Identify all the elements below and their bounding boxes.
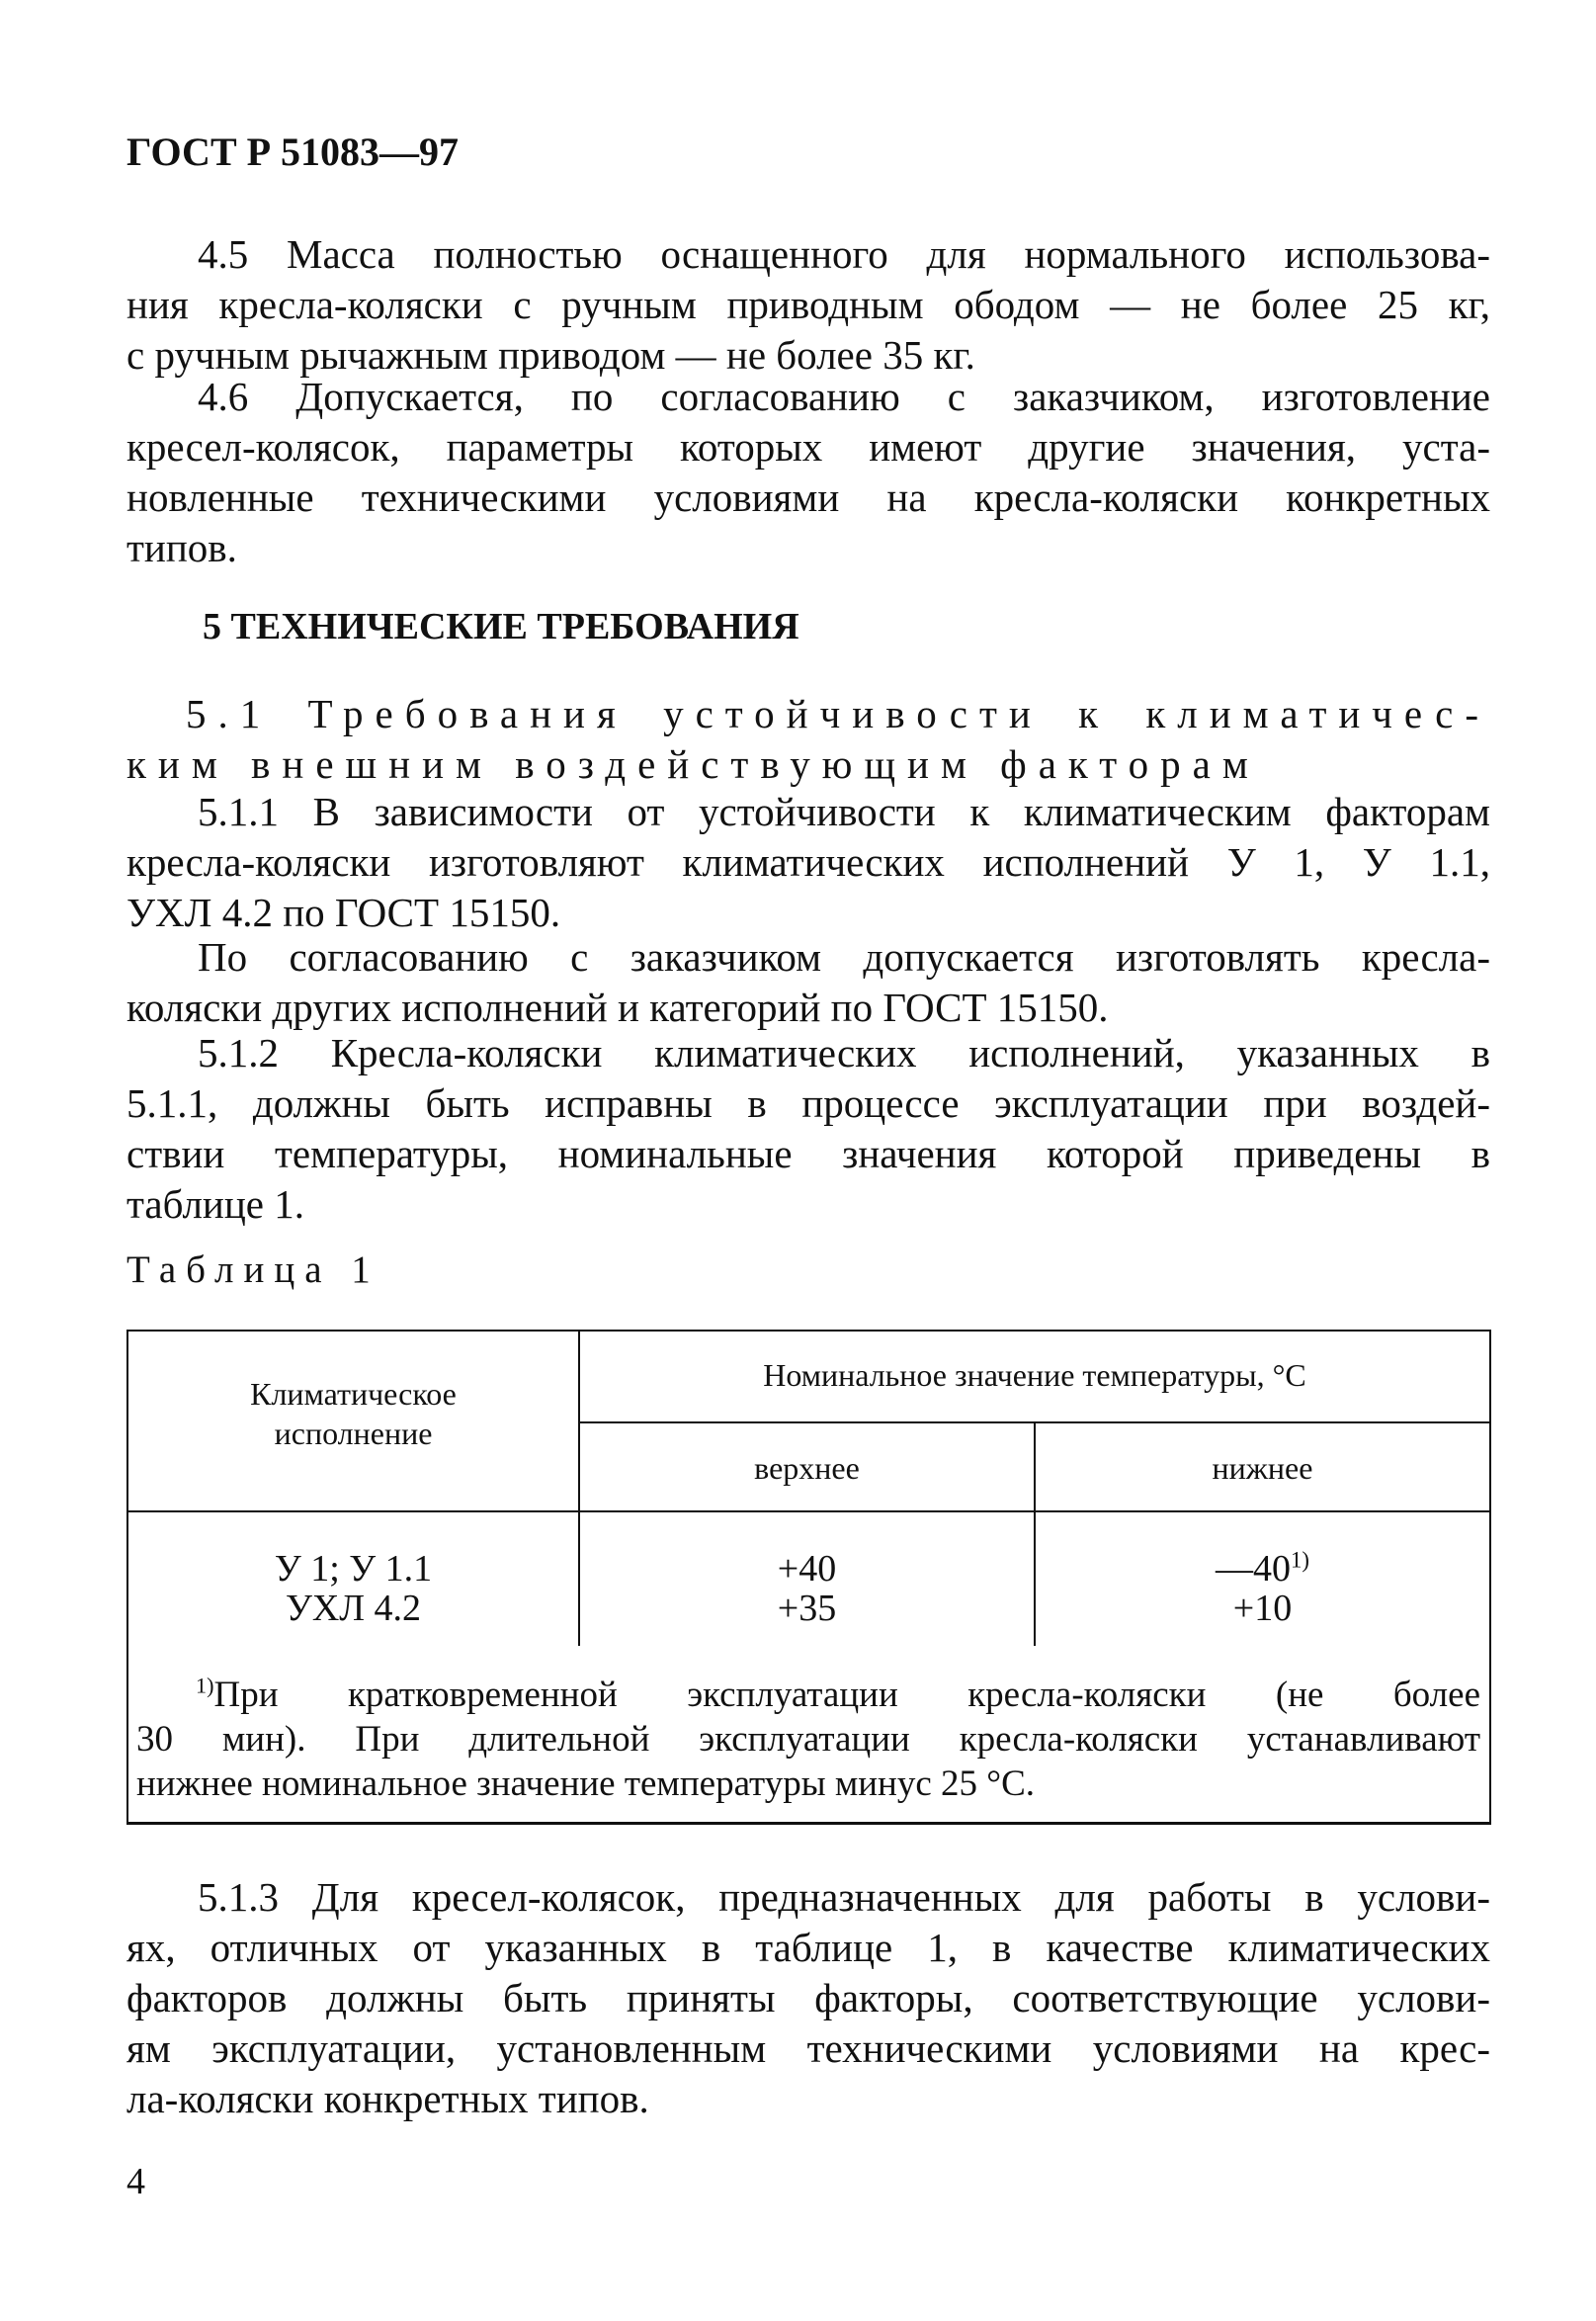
table-cell-upper: +40: [777, 1548, 837, 1590]
table-border-bottom: [126, 1822, 1491, 1825]
paragraph-line: коляски других исполнений и категорий по ГОСТ 15150.: [126, 985, 1109, 1030]
table-subheader-lower: нижнее: [1212, 1450, 1313, 1486]
paragraph-line: 5.1.3 Для кресел-колясок, предназначенных для работы в услови-: [198, 1874, 1490, 1920]
footnote-line: 30 мин). При длительной эксплуатации кресла-коляски устанавливают: [136, 1719, 1480, 1760]
table-border-top: [126, 1330, 1491, 1332]
paragraph-line: 5.1.1, должны быть исправны в процессе эксплуатации при воздей-: [126, 1080, 1490, 1126]
paragraph-line: ствии температуры, номинальные значения которой приведены в: [126, 1131, 1490, 1176]
table-header-bottom: [126, 1510, 1491, 1512]
paragraph-4-5: [126, 229, 1490, 381]
paragraph-line: кресла-коляски изготовляют климатических исполнений У 1, У 1.1,: [126, 839, 1490, 885]
footnote-reference: 1): [1291, 1547, 1309, 1573]
paragraph-5-1-3: [126, 1872, 1490, 2124]
footnote-line: [136, 1673, 1480, 1717]
paragraph-agreement: [126, 932, 1490, 1033]
paragraph-line: типов.: [126, 525, 237, 570]
table-border-right: [1489, 1330, 1491, 1824]
paragraph-line: факторов должны быть приняты факторы, соответствующие услови-: [126, 1975, 1490, 2020]
paragraph-line: новленные техническими условиями на кресла-коляски конкретных: [126, 474, 1490, 520]
table-header-line: Климатическое: [250, 1376, 457, 1412]
paragraph-line: ях, отличных от указанных в таблице 1, в качестве климатических: [126, 1925, 1490, 1970]
table-cell-upper: +35: [777, 1588, 837, 1629]
table-cell-lower-value: —40: [1216, 1548, 1291, 1590]
footnote-text: При кратковременной эксплуатации кресла-коляски (не более: [213, 1675, 1480, 1715]
table-cell-lower: +10: [1232, 1588, 1293, 1629]
table-subheader-upper: верхнее: [754, 1450, 860, 1486]
footnote-marker: 1): [196, 1673, 214, 1698]
paragraph-line: ния кресла-коляски с ручным приводным ободом — не более 25 кг,: [126, 282, 1490, 327]
table-cell-execution: УХЛ 4.2: [285, 1588, 422, 1629]
paragraph-line: По согласованию с заказчиком допускается изготовлять кресла-: [198, 934, 1490, 980]
table-header-execution: [128, 1374, 578, 1453]
document-header: ГОСТ Р 51083—97: [126, 129, 460, 174]
paragraph-5-1: [126, 689, 1490, 790]
paragraph-line: 4.6 Допускается, по согласованию с заказчиком, изготовление: [198, 374, 1490, 419]
paragraph-line: таблице 1.: [126, 1181, 304, 1227]
paragraph-line: УХЛ 4.2 по ГОСТ 15150.: [126, 890, 561, 935]
section-title: 5 ТЕХНИЧЕСКИЕ ТРЕБОВАНИЯ: [203, 606, 799, 647]
paragraph-5-1-1: [126, 787, 1490, 938]
paragraph-line: ла-коляски конкретных типов.: [126, 2076, 649, 2121]
table-cell-lower: [1036, 1549, 1489, 1589]
table-cell-execution: У 1; У 1.1: [274, 1548, 433, 1590]
table-header-temperature: Номинальное значение температуры, °С: [763, 1357, 1306, 1393]
paragraph-line: 5.1.2 Кресла-коляски климатических исполнений, указанных в: [198, 1030, 1490, 1075]
paragraph-line: 5.1.1 В зависимости от устойчивости к климатическим факторам: [198, 789, 1490, 834]
page-number: 4: [126, 2161, 145, 2202]
paragraph-line: 4.5 Масса полностью оснащенного для нормального использова-: [198, 231, 1490, 277]
paragraph-5-1-2: [126, 1028, 1490, 1230]
paragraph-4-6: [126, 372, 1490, 573]
paragraph-line: кресел-колясок, параметры которых имеют другие значения, уста-: [126, 424, 1490, 470]
table-header-line: исполнение: [274, 1416, 433, 1451]
paragraph-line: ким внешним воздействующим факторам: [126, 741, 1260, 787]
table-footnote: [136, 1673, 1480, 1806]
paragraph-line: 5.1 Требования устойчивости к климатичес-: [186, 691, 1490, 736]
paragraph-line: ям эксплуатации, установленным техническими условиями на крес-: [126, 2025, 1490, 2071]
footnote-line: нижнее номинальное значение температуры минус 25 °С.: [136, 1763, 1035, 1804]
paragraph-line: с ручным рычажным приводом — не более 35 кг.: [126, 332, 975, 378]
table-caption: Таблица 1: [126, 1248, 380, 1291]
